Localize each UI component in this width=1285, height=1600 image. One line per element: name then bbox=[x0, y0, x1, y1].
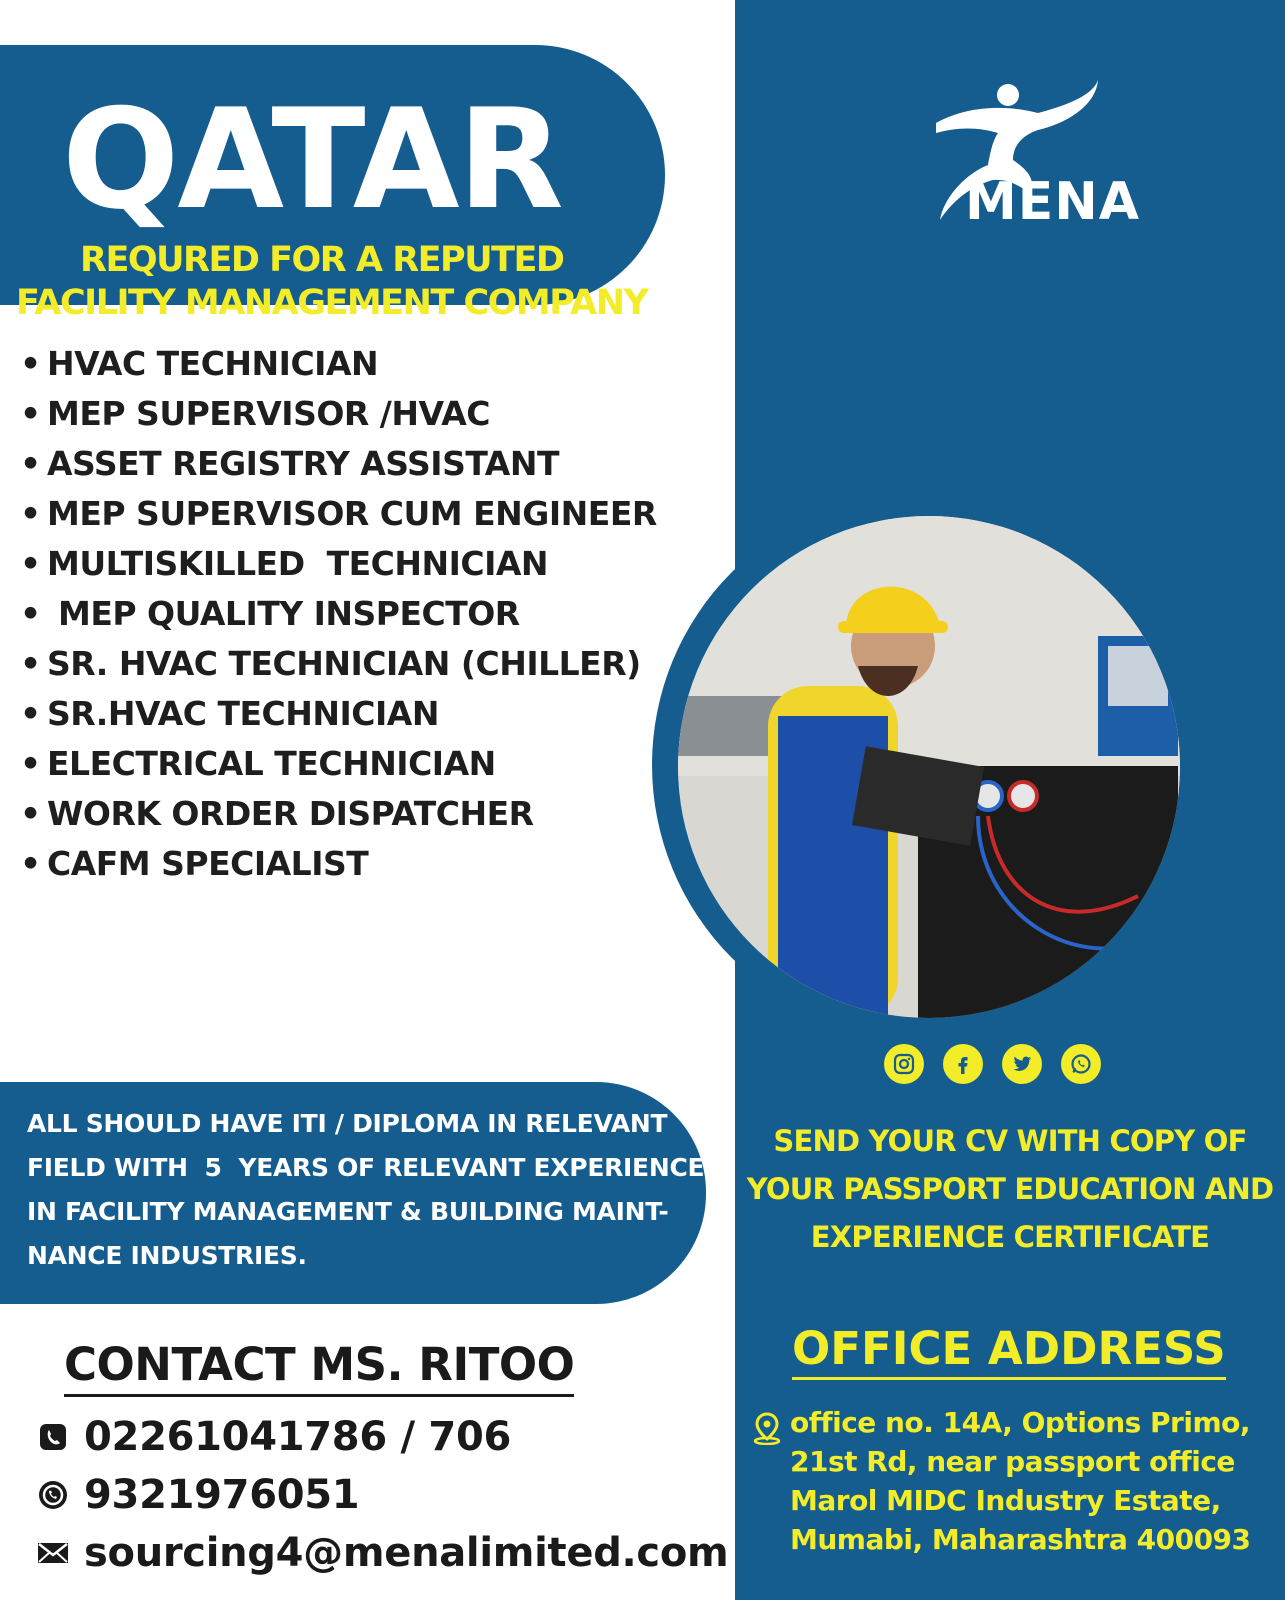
social-icons bbox=[884, 1044, 1101, 1084]
subtitle-line-1: REQURED FOR A REPUTED bbox=[80, 240, 564, 280]
twitter-icon[interactable] bbox=[1002, 1044, 1042, 1084]
job-item: • CAFM SPECIALIST bbox=[20, 844, 369, 883]
email-icon bbox=[36, 1536, 70, 1570]
whatsapp-icon[interactable] bbox=[1061, 1044, 1101, 1084]
technician-photo bbox=[678, 516, 1180, 1018]
job-item: • MULTISKILLED TECHNICIAN bbox=[20, 544, 549, 583]
brand-name: MENA bbox=[965, 172, 1141, 232]
contact-whatsapp-row[interactable] bbox=[36, 1470, 359, 1520]
job-item: • MEP SUPERVISOR /HVAC bbox=[20, 394, 491, 433]
subtitle-line-2: FACILITY MANAGEMENT COMPANY bbox=[16, 283, 648, 323]
job-item: • ASSET REGISTRY ASSISTANT bbox=[20, 444, 559, 483]
contact-email-row[interactable] bbox=[36, 1528, 728, 1578]
location-pin-icon bbox=[752, 1411, 782, 1445]
contact-phone-row[interactable] bbox=[36, 1412, 511, 1462]
requirement-box bbox=[0, 1082, 706, 1304]
job-item: • MEP SUPERVISOR CUM ENGINEER bbox=[20, 494, 657, 533]
whatsapp-icon bbox=[36, 1478, 70, 1512]
cv-instructions: SEND YOUR CV WITH COPY OF YOUR PASSPORT EDUCATION AND EXPERIENCE CERTIFICATE bbox=[746, 1124, 1274, 1254]
phone-number[interactable]: 02261041786 / 706 bbox=[84, 1414, 512, 1460]
office-address-title: OFFICE ADDRESS bbox=[792, 1323, 1226, 1380]
requirement-text: ALL SHOULD HAVE ITI / DIPLOMA IN RELEVANT FIELD WITH 5 YEARS OF RELEVANT EXPERIENCE IN FACILITY MANAGEMENT & BUILDING MAINT- NANCE INDUSTRIES. bbox=[27, 1109, 705, 1270]
job-item: • WORK ORDER DISPATCHER bbox=[20, 794, 534, 833]
job-item: • SR. HVAC TECHNICIAN (CHILLER) bbox=[20, 644, 641, 683]
email-address[interactable]: sourcing4@menalimited.com bbox=[84, 1530, 729, 1576]
hero-banner bbox=[0, 45, 665, 323]
facebook-icon[interactable] bbox=[943, 1044, 983, 1084]
job-item: • SR.HVAC TECHNICIAN bbox=[20, 694, 439, 733]
phone-icon bbox=[36, 1420, 70, 1454]
whatsapp-number[interactable]: 9321976051 bbox=[84, 1472, 360, 1518]
contact-title: CONTACT MS. RITOO bbox=[64, 1340, 574, 1397]
job-item: • ELECTRICAL TECHNICIAN bbox=[20, 744, 496, 783]
country-title: QATAR bbox=[62, 79, 562, 240]
job-item: • HVAC TECHNICIAN bbox=[20, 344, 379, 383]
instagram-icon[interactable] bbox=[884, 1044, 924, 1084]
job-item: • MEP QUALITY INSPECTOR bbox=[20, 594, 520, 633]
job-list bbox=[20, 339, 657, 889]
office-address: office no. 14A, Options Primo, 21st Rd, near passport office Marol MIDC Industry Estate, Mumabi, Maharashtra 400093 bbox=[790, 1406, 1251, 1556]
